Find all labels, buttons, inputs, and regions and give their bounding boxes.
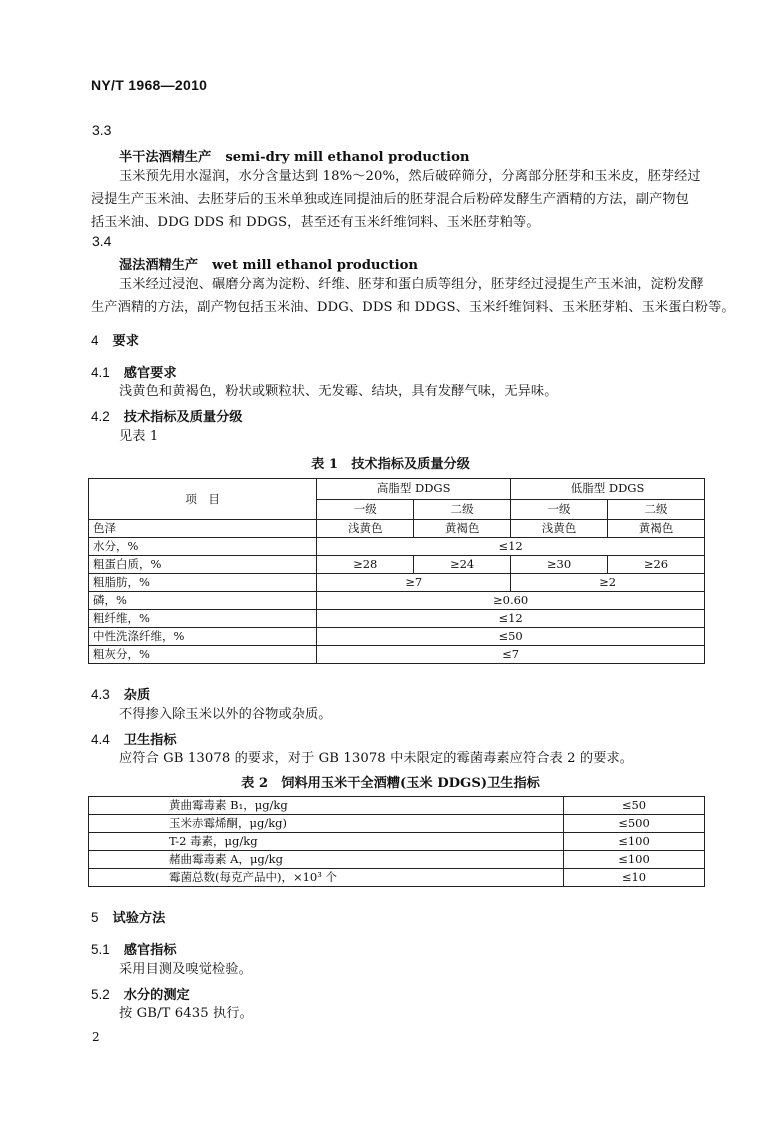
table-row bbox=[89, 556, 705, 574]
table-1-fat-low: ≥2 bbox=[511, 574, 705, 592]
section-4-4-heading bbox=[91, 729, 177, 748]
section-3-4-line-1: 玉米经过浸泡、碾磨分离为淀粉、纤维、胚芽和蛋白质等组分，胚芽经过浸提生产玉米油，淀粉发酵 bbox=[119, 277, 704, 292]
table-2 bbox=[88, 796, 705, 887]
section-4-1-heading bbox=[91, 362, 177, 381]
table-row bbox=[89, 851, 705, 869]
table-2-label: T-2 毒素，μg/kg bbox=[89, 833, 564, 851]
table-1-protein-v1: ≥28 bbox=[317, 556, 414, 574]
table-1-fiber-label: 粗纤维，% bbox=[89, 610, 317, 628]
section-4-1-text: 浅黄色和黄褐色，粉状或颗粒状、无发霉、结块，具有发酵气味，无异味。 bbox=[119, 384, 558, 399]
section-3-3-line-1: 玉米预先用水湿润，水分含量达到 18%～20%，然后破碎筛分，分离部分胚芽和玉米皮，胚芽经过 bbox=[119, 169, 701, 184]
table-2-value: ≤100 bbox=[564, 833, 705, 851]
table-1-caption: 表 1 技术指标及质量分级 bbox=[311, 457, 470, 472]
section-3-3-line-3: 括玉米油、DDG DDS 和 DDGS，甚至还有玉米纤维饲料、玉米胚芽粕等。 bbox=[91, 215, 540, 230]
table-1-protein-v4: ≥26 bbox=[608, 556, 705, 574]
table-1-color-v3: 浅黄色 bbox=[511, 520, 608, 538]
table-2-label: 玉米赤霉烯酮，μg/kg) bbox=[89, 815, 564, 833]
section-4-1-title: 感官要求 bbox=[123, 366, 177, 381]
table-1-group-high: 高脂型 DDGS bbox=[317, 479, 511, 500]
table-1-moisture-value: ≤12 bbox=[317, 538, 705, 556]
table-1-p-value: ≥0.60 bbox=[317, 592, 705, 610]
section-4-2-title: 技术指标及质量分级 bbox=[123, 410, 243, 425]
section-4-4-text: 应符合 GB 13078 的要求，对于 GB 13078 中未限定的霉菌毒素应符合表 2 的要求。 bbox=[119, 751, 634, 766]
table-1-grade-2-high: 二级 bbox=[414, 499, 511, 520]
section-4-2-text: 见表 1 bbox=[119, 429, 159, 444]
table-1-ndf-label: 中性洗涤纤维，% bbox=[89, 628, 317, 646]
table-1-protein-v2: ≥24 bbox=[414, 556, 511, 574]
section-5-2-number: 5.2 bbox=[91, 987, 110, 1002]
table-row bbox=[89, 797, 705, 815]
table-row bbox=[89, 520, 705, 538]
table-1 bbox=[88, 478, 705, 664]
table-1-color-v1: 浅黄色 bbox=[317, 520, 414, 538]
table-1-p-label: 磷，% bbox=[89, 592, 317, 610]
table-2-value: ≤10 bbox=[564, 869, 705, 887]
table-1-item-header: 项 目 bbox=[89, 479, 317, 520]
section-5-1-text: 采用目测及嗅觉检验。 bbox=[119, 962, 252, 977]
table-1-protein-v3: ≥30 bbox=[511, 556, 608, 574]
section-5-heading bbox=[91, 907, 165, 926]
section-4-4-number: 4.4 bbox=[91, 732, 110, 747]
section-4-4-title: 卫生指标 bbox=[123, 733, 177, 748]
table-2-value: ≤100 bbox=[564, 851, 705, 869]
table-row bbox=[89, 815, 705, 833]
section-3-3-number: 3.3 bbox=[92, 122, 112, 138]
section-3-4-line-2: 生产酒精的方法，副产物包括玉米油、DDG、DDS 和 DDGS、玉米纤维饲料、玉米胚芽粕、玉米蛋白粉等。 bbox=[91, 300, 735, 315]
table-1-color-v4: 黄褐色 bbox=[608, 520, 705, 538]
section-4-1-number: 4.1 bbox=[91, 365, 110, 380]
section-5-1-heading bbox=[91, 939, 177, 958]
section-5-1-number: 5.1 bbox=[91, 942, 110, 957]
section-4-3-title: 杂质 bbox=[123, 688, 151, 703]
section-5-2-heading bbox=[91, 984, 190, 1003]
table-2-label: 黄曲霉毒素 B₁，μg/kg bbox=[89, 797, 564, 815]
table-row bbox=[89, 610, 705, 628]
table-row bbox=[89, 869, 705, 887]
section-4-2-heading bbox=[91, 406, 242, 425]
section-4-heading bbox=[91, 330, 139, 349]
table-2-caption: 表 2 饲料用玉米干全酒糟(玉米 DDGS)卫生指标 bbox=[241, 776, 540, 791]
section-4-3-heading bbox=[91, 684, 150, 703]
section-3-4-number: 3.4 bbox=[92, 233, 112, 249]
table-1-protein-label: 粗蛋白质，% bbox=[89, 556, 317, 574]
section-3-3-title bbox=[119, 146, 469, 165]
section-5-1-title: 感官指标 bbox=[123, 943, 177, 958]
table-1-color-v2: 黄褐色 bbox=[414, 520, 511, 538]
section-5-number: 5 bbox=[91, 910, 99, 925]
table-2-label: 赭曲霉毒素 A，μg/kg bbox=[89, 851, 564, 869]
section-4-number: 4 bbox=[91, 333, 99, 348]
section-3-3-line-2: 浸提生产玉米油、去胚芽后的玉米单独或连同提油后的胚芽混合后粉碎发酵生产酒精的方法，副产物包 bbox=[91, 192, 689, 207]
section-4-title: 要求 bbox=[112, 334, 139, 349]
section-4-3-number: 4.3 bbox=[91, 687, 110, 702]
table-1-group-low: 低脂型 DDGS bbox=[511, 479, 705, 500]
table-row bbox=[89, 628, 705, 646]
section-3-4-title bbox=[119, 254, 418, 273]
table-1-fat-high: ≥7 bbox=[317, 574, 511, 592]
table-1-color-label: 色泽 bbox=[89, 520, 317, 538]
table-row bbox=[89, 833, 705, 851]
table-1-ndf-value: ≤50 bbox=[317, 628, 705, 646]
section-5-2-text: 按 GB/T 6435 执行。 bbox=[119, 1006, 253, 1021]
table-row bbox=[89, 538, 705, 556]
section-5-title: 试验方法 bbox=[112, 911, 166, 926]
table-row bbox=[89, 592, 705, 610]
table-1-moisture-label: 水分，% bbox=[89, 538, 317, 556]
table-1-grade-1-low: 一级 bbox=[511, 499, 608, 520]
table-1-ash-label: 粗灰分，% bbox=[89, 646, 317, 664]
table-2-value: ≤50 bbox=[564, 797, 705, 815]
table-row bbox=[89, 646, 705, 664]
table-1-grade-1-high: 一级 bbox=[317, 499, 414, 520]
section-4-3-text: 不得掺入除玉米以外的谷物或杂质。 bbox=[119, 707, 332, 722]
section-4-2-number: 4.2 bbox=[91, 409, 110, 424]
table-1-grade-2-low: 二级 bbox=[608, 499, 705, 520]
table-1-fat-label: 粗脂肪，% bbox=[89, 574, 317, 592]
section-5-2-title: 水分的测定 bbox=[123, 988, 190, 1003]
section-3-3-title-en: semi-dry mill ethanol production bbox=[225, 150, 470, 165]
section-3-4-title-en: wet mill ethanol production bbox=[212, 258, 419, 273]
page-number: 2 bbox=[92, 1030, 100, 1044]
document-header: NY/T 1968—2010 bbox=[91, 77, 208, 93]
table-row bbox=[89, 574, 705, 592]
table-1-fiber-value: ≤12 bbox=[317, 610, 705, 628]
section-3-4-title-zh: 湿法酒精生产 bbox=[119, 258, 199, 273]
section-3-3-title-zh: 半干法酒精生产 bbox=[119, 150, 212, 165]
table-1-ash-value: ≤7 bbox=[317, 646, 705, 664]
table-2-label: 霉菌总数(每克产品中)，×10³ 个 bbox=[89, 869, 564, 887]
table-2-value: ≤500 bbox=[564, 815, 705, 833]
